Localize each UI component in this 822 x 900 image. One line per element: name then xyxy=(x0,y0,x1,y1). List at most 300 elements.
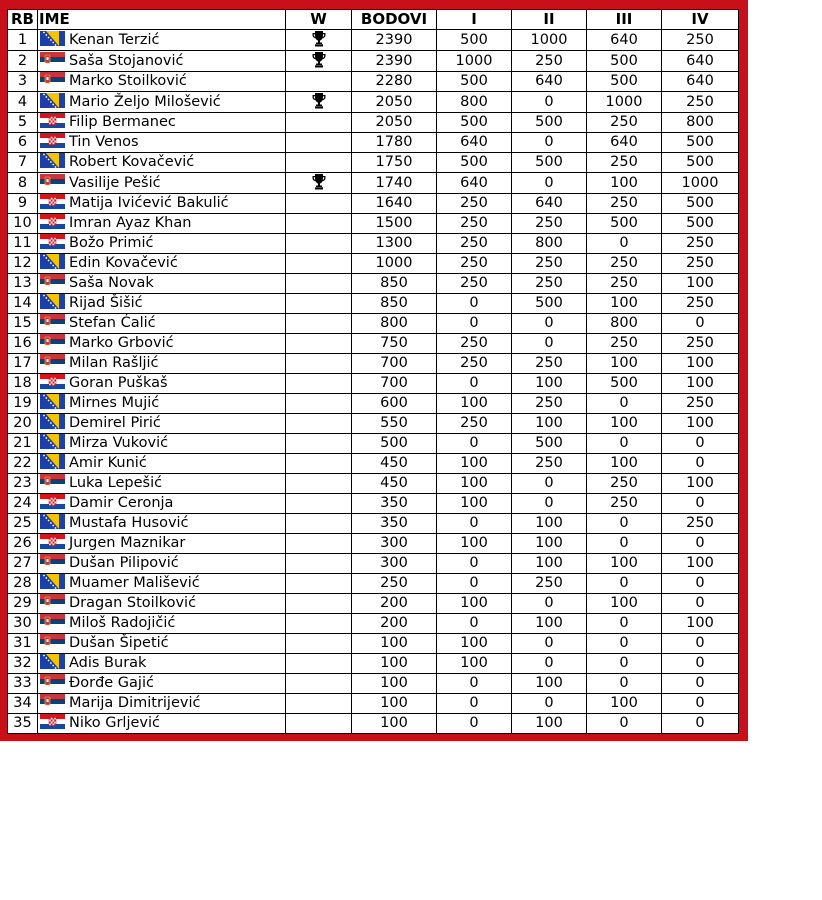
round-i-cell: 250 xyxy=(437,414,512,434)
table-row xyxy=(8,514,739,534)
round-iv-cell: 500 xyxy=(662,194,739,214)
round-i-cell: 0 xyxy=(437,294,512,314)
round-i-cell: 0 xyxy=(437,374,512,394)
round-iii-cell: 1000 xyxy=(587,92,662,113)
table-row xyxy=(8,214,739,234)
rank-cell: 28 xyxy=(8,574,38,594)
table-row xyxy=(8,614,739,634)
round-iii-cell: 100 xyxy=(587,454,662,474)
rank-cell: 1 xyxy=(8,30,38,51)
name-cell xyxy=(38,234,286,254)
rank-cell: 23 xyxy=(8,474,38,494)
table-row xyxy=(8,173,739,194)
name-cell xyxy=(38,394,286,414)
winner-cell xyxy=(286,414,352,434)
bodovi-cell: 1300 xyxy=(352,234,437,254)
rank-cell: 14 xyxy=(8,294,38,314)
winner-cell xyxy=(286,494,352,514)
ba-flag-icon xyxy=(40,394,65,409)
winner-cell xyxy=(286,374,352,394)
trophy-icon xyxy=(312,51,326,68)
round-ii-cell: 250 xyxy=(512,354,587,374)
round-ii-cell: 640 xyxy=(512,194,587,214)
round-iii-cell: 250 xyxy=(587,494,662,514)
trophy-icon xyxy=(312,30,326,47)
round-i-cell: 100 xyxy=(437,634,512,654)
player-name: Dragan Stoilković xyxy=(69,595,197,611)
player-name: Mustafa Husović xyxy=(69,515,189,531)
table-row xyxy=(8,153,739,173)
round-iv-cell: 100 xyxy=(662,614,739,634)
round-i-cell: 0 xyxy=(437,714,512,734)
hr-flag-icon xyxy=(40,714,65,729)
bodovi-cell: 350 xyxy=(352,514,437,534)
player-name: Adis Burak xyxy=(69,655,147,671)
hr-flag-icon xyxy=(40,234,65,249)
table-row xyxy=(8,133,739,153)
name-cell xyxy=(38,294,286,314)
round-ii-cell: 100 xyxy=(512,714,587,734)
round-iv-cell: 250 xyxy=(662,30,739,51)
round-ii-cell: 500 xyxy=(512,153,587,173)
round-iv-cell: 0 xyxy=(662,314,739,334)
bodovi-cell: 100 xyxy=(352,694,437,714)
winner-cell xyxy=(286,133,352,153)
rank-cell: 25 xyxy=(8,514,38,534)
bodovi-cell: 750 xyxy=(352,334,437,354)
round-ii-cell: 100 xyxy=(512,514,587,534)
hr-flag-icon xyxy=(40,374,65,389)
round-iv-cell: 500 xyxy=(662,214,739,234)
name-cell xyxy=(38,634,286,654)
round-ii-cell: 100 xyxy=(512,674,587,694)
winner-cell xyxy=(286,113,352,133)
bodovi-cell: 200 xyxy=(352,614,437,634)
round-iv-cell: 0 xyxy=(662,454,739,474)
player-name: Dušan Pilipović xyxy=(69,555,179,571)
round-ii-cell: 250 xyxy=(512,254,587,274)
winner-cell xyxy=(286,474,352,494)
rs-flag-icon xyxy=(40,354,65,369)
winner-cell xyxy=(286,554,352,574)
round-ii-cell: 500 xyxy=(512,113,587,133)
round-ii-cell: 100 xyxy=(512,554,587,574)
player-name: Rijad Šišić xyxy=(69,295,143,311)
ba-flag-icon xyxy=(40,434,65,449)
round-ii-cell: 0 xyxy=(512,92,587,113)
bodovi-cell: 1000 xyxy=(352,254,437,274)
winner-cell xyxy=(286,194,352,214)
table-row xyxy=(8,494,739,514)
player-name: Edin Kovačević xyxy=(69,255,178,271)
bodovi-cell: 2050 xyxy=(352,113,437,133)
round-iv-cell: 500 xyxy=(662,133,739,153)
bodovi-cell: 350 xyxy=(352,494,437,514)
table-row xyxy=(8,113,739,133)
round-iii-cell: 640 xyxy=(587,133,662,153)
round-iv-cell: 0 xyxy=(662,674,739,694)
bodovi-cell: 850 xyxy=(352,294,437,314)
rank-cell: 27 xyxy=(8,554,38,574)
rank-cell: 5 xyxy=(8,113,38,133)
winner-cell xyxy=(286,92,352,113)
round-iv-cell: 500 xyxy=(662,153,739,173)
name-cell xyxy=(38,434,286,454)
round-i-cell: 500 xyxy=(437,30,512,51)
rank-cell: 10 xyxy=(8,214,38,234)
round-iii-cell: 250 xyxy=(587,194,662,214)
rank-cell: 20 xyxy=(8,414,38,434)
rank-cell: 32 xyxy=(8,654,38,674)
name-cell xyxy=(38,314,286,334)
player-name: Amir Kunić xyxy=(69,455,147,471)
bodovi-cell: 450 xyxy=(352,474,437,494)
ba-flag-icon xyxy=(40,654,65,669)
name-cell xyxy=(38,594,286,614)
name-cell xyxy=(38,714,286,734)
round-ii-cell: 1000 xyxy=(512,30,587,51)
rank-cell: 34 xyxy=(8,694,38,714)
player-name: Marija Dimitrijević xyxy=(69,695,201,711)
round-iii-cell: 500 xyxy=(587,374,662,394)
bodovi-cell: 700 xyxy=(352,354,437,374)
winner-cell xyxy=(286,274,352,294)
hr-flag-icon xyxy=(40,113,65,128)
name-cell xyxy=(38,674,286,694)
round-iv-cell: 640 xyxy=(662,72,739,92)
round-ii-cell: 0 xyxy=(512,654,587,674)
player-name: Damir Ceronja xyxy=(69,495,174,511)
name-cell xyxy=(38,274,286,294)
round-iii-cell: 250 xyxy=(587,474,662,494)
round-iii-cell: 500 xyxy=(587,51,662,72)
ba-flag-icon xyxy=(40,514,65,529)
name-cell xyxy=(38,113,286,133)
trophy-icon xyxy=(312,173,326,190)
rank-cell: 3 xyxy=(8,72,38,92)
player-name: Božo Primić xyxy=(69,235,154,251)
player-name: Niko Grljević xyxy=(69,715,160,731)
round-iii-cell: 250 xyxy=(587,153,662,173)
player-name: Luka Lepešić xyxy=(69,475,163,491)
hr-flag-icon xyxy=(40,214,65,229)
header-ii: II xyxy=(512,10,587,30)
name-cell xyxy=(38,334,286,354)
table-row xyxy=(8,574,739,594)
hr-flag-icon xyxy=(40,133,65,148)
table-row xyxy=(8,554,739,574)
round-iii-cell: 640 xyxy=(587,30,662,51)
name-cell xyxy=(38,92,286,113)
table-row xyxy=(8,92,739,113)
name-cell xyxy=(38,414,286,434)
round-i-cell: 0 xyxy=(437,514,512,534)
bodovi-cell: 600 xyxy=(352,394,437,414)
name-cell xyxy=(38,72,286,92)
rank-cell: 7 xyxy=(8,153,38,173)
name-cell xyxy=(38,554,286,574)
round-ii-cell: 100 xyxy=(512,534,587,554)
round-ii-cell: 100 xyxy=(512,374,587,394)
rank-cell: 29 xyxy=(8,594,38,614)
winner-cell xyxy=(286,294,352,314)
winner-cell xyxy=(286,694,352,714)
table-row xyxy=(8,594,739,614)
rank-cell: 24 xyxy=(8,494,38,514)
round-iv-cell: 0 xyxy=(662,634,739,654)
round-iv-cell: 250 xyxy=(662,514,739,534)
name-cell xyxy=(38,694,286,714)
ba-flag-icon xyxy=(40,414,65,429)
round-iii-cell: 0 xyxy=(587,434,662,454)
round-iii-cell: 0 xyxy=(587,234,662,254)
winner-cell xyxy=(286,434,352,454)
player-name: Dušan Šipetić xyxy=(69,635,169,651)
winner-cell xyxy=(286,214,352,234)
player-name: Đorđe Gajić xyxy=(69,675,154,691)
player-name: Tin Venos xyxy=(69,134,139,150)
rank-cell: 30 xyxy=(8,614,38,634)
bodovi-cell: 1640 xyxy=(352,194,437,214)
winner-cell xyxy=(286,72,352,92)
round-i-cell: 100 xyxy=(437,454,512,474)
bodovi-cell: 1750 xyxy=(352,153,437,173)
round-ii-cell: 100 xyxy=(512,414,587,434)
rank-cell: 11 xyxy=(8,234,38,254)
table-row xyxy=(8,234,739,254)
round-iii-cell: 250 xyxy=(587,334,662,354)
header-w: W xyxy=(286,10,352,30)
rank-cell: 12 xyxy=(8,254,38,274)
header-row xyxy=(8,10,739,30)
rank-cell: 15 xyxy=(8,314,38,334)
round-i-cell: 100 xyxy=(437,494,512,514)
name-cell xyxy=(38,654,286,674)
round-i-cell: 0 xyxy=(437,614,512,634)
winner-cell xyxy=(286,714,352,734)
winner-cell xyxy=(286,314,352,334)
ranking-table xyxy=(7,9,739,734)
name-cell xyxy=(38,194,286,214)
round-iv-cell: 250 xyxy=(662,294,739,314)
winner-cell xyxy=(286,173,352,194)
round-iv-cell: 100 xyxy=(662,474,739,494)
table-row xyxy=(8,714,739,734)
name-cell xyxy=(38,534,286,554)
player-name: Kenan Terzić xyxy=(69,31,160,48)
rank-cell: 26 xyxy=(8,534,38,554)
bodovi-cell: 700 xyxy=(352,374,437,394)
table-row xyxy=(8,674,739,694)
round-iii-cell: 0 xyxy=(587,394,662,414)
round-i-cell: 500 xyxy=(437,113,512,133)
bodovi-cell: 200 xyxy=(352,594,437,614)
round-iii-cell: 0 xyxy=(587,614,662,634)
bodovi-cell: 1780 xyxy=(352,133,437,153)
round-ii-cell: 0 xyxy=(512,314,587,334)
round-i-cell: 100 xyxy=(437,534,512,554)
winner-cell xyxy=(286,534,352,554)
round-ii-cell: 250 xyxy=(512,574,587,594)
player-name: Saša Novak xyxy=(69,275,154,291)
winner-cell xyxy=(286,394,352,414)
rank-cell: 17 xyxy=(8,354,38,374)
round-iii-cell: 100 xyxy=(587,414,662,434)
round-iii-cell: 0 xyxy=(587,634,662,654)
round-ii-cell: 250 xyxy=(512,274,587,294)
table-row xyxy=(8,254,739,274)
table-row xyxy=(8,434,739,454)
name-cell xyxy=(38,214,286,234)
name-cell xyxy=(38,254,286,274)
rs-flag-icon xyxy=(40,72,65,87)
table-row xyxy=(8,314,739,334)
round-iv-cell: 0 xyxy=(662,654,739,674)
round-i-cell: 0 xyxy=(437,314,512,334)
round-i-cell: 250 xyxy=(437,194,512,214)
name-cell xyxy=(38,173,286,194)
round-iv-cell: 0 xyxy=(662,434,739,454)
round-ii-cell: 0 xyxy=(512,494,587,514)
table-row xyxy=(8,474,739,494)
round-iii-cell: 0 xyxy=(587,574,662,594)
name-cell xyxy=(38,454,286,474)
name-cell xyxy=(38,51,286,72)
round-iv-cell: 640 xyxy=(662,51,739,72)
round-iv-cell: 800 xyxy=(662,113,739,133)
ranking-table-wrapper xyxy=(7,9,738,731)
round-ii-cell: 0 xyxy=(512,334,587,354)
rank-cell: 33 xyxy=(8,674,38,694)
name-cell xyxy=(38,614,286,634)
rank-cell: 21 xyxy=(8,434,38,454)
name-cell xyxy=(38,494,286,514)
rs-flag-icon xyxy=(40,554,65,569)
round-ii-cell: 500 xyxy=(512,434,587,454)
round-iv-cell: 250 xyxy=(662,254,739,274)
ba-flag-icon xyxy=(40,454,65,469)
bodovi-cell: 2390 xyxy=(352,30,437,51)
player-name: Mirnes Mujić xyxy=(69,395,160,411)
bodovi-cell: 1500 xyxy=(352,214,437,234)
round-iv-cell: 0 xyxy=(662,534,739,554)
table-row xyxy=(8,654,739,674)
header-ime: IME xyxy=(38,10,286,30)
name-cell xyxy=(38,514,286,534)
round-iii-cell: 800 xyxy=(587,314,662,334)
name-cell xyxy=(38,153,286,173)
winner-cell xyxy=(286,594,352,614)
round-iii-cell: 0 xyxy=(587,714,662,734)
round-ii-cell: 500 xyxy=(512,294,587,314)
round-i-cell: 0 xyxy=(437,434,512,454)
round-i-cell: 100 xyxy=(437,474,512,494)
table-row xyxy=(8,334,739,354)
round-i-cell: 0 xyxy=(437,694,512,714)
bodovi-cell: 2280 xyxy=(352,72,437,92)
round-iii-cell: 0 xyxy=(587,514,662,534)
hr-flag-icon xyxy=(40,194,65,209)
player-name: Vasilije Pešić xyxy=(69,174,161,191)
table-row xyxy=(8,374,739,394)
round-iii-cell: 500 xyxy=(587,214,662,234)
name-cell xyxy=(38,30,286,51)
table-row xyxy=(8,414,739,434)
player-name: Marko Stoilković xyxy=(69,73,187,89)
ba-flag-icon xyxy=(40,294,65,309)
rank-cell: 6 xyxy=(8,133,38,153)
rank-cell: 2 xyxy=(8,51,38,72)
bodovi-cell: 800 xyxy=(352,314,437,334)
player-name: Demirel Pirić xyxy=(69,415,161,431)
round-iii-cell: 100 xyxy=(587,354,662,374)
name-cell xyxy=(38,133,286,153)
table-row xyxy=(8,634,739,654)
round-iv-cell: 0 xyxy=(662,594,739,614)
round-iii-cell: 0 xyxy=(587,674,662,694)
winner-cell xyxy=(286,153,352,173)
header-rb: RB xyxy=(8,10,38,30)
rs-flag-icon xyxy=(40,274,65,289)
round-i-cell: 250 xyxy=(437,354,512,374)
header-bodovi: BODOVI xyxy=(352,10,437,30)
header-i: I xyxy=(437,10,512,30)
player-name: Mario Željo Milošević xyxy=(69,93,221,110)
rank-cell: 9 xyxy=(8,194,38,214)
round-ii-cell: 0 xyxy=(512,133,587,153)
table-row xyxy=(8,72,739,92)
player-name: Jurgen Maznikar xyxy=(69,535,186,551)
table-row xyxy=(8,354,739,374)
winner-cell xyxy=(286,634,352,654)
round-iv-cell: 100 xyxy=(662,274,739,294)
header-iv: IV xyxy=(662,10,739,30)
name-cell xyxy=(38,574,286,594)
round-i-cell: 100 xyxy=(437,394,512,414)
round-i-cell: 0 xyxy=(437,674,512,694)
player-name: Muamer Mališević xyxy=(69,575,200,591)
ba-flag-icon xyxy=(40,254,65,269)
round-i-cell: 250 xyxy=(437,254,512,274)
round-iii-cell: 250 xyxy=(587,274,662,294)
bodovi-cell: 100 xyxy=(352,654,437,674)
round-iv-cell: 0 xyxy=(662,694,739,714)
rs-flag-icon xyxy=(40,594,65,609)
round-ii-cell: 0 xyxy=(512,474,587,494)
player-name: Milan Rašljić xyxy=(69,355,159,371)
bodovi-cell: 2050 xyxy=(352,92,437,113)
round-i-cell: 500 xyxy=(437,153,512,173)
bodovi-cell: 300 xyxy=(352,534,437,554)
rs-flag-icon xyxy=(40,314,65,329)
round-i-cell: 100 xyxy=(437,654,512,674)
rs-flag-icon xyxy=(40,52,65,67)
name-cell xyxy=(38,474,286,494)
round-iv-cell: 250 xyxy=(662,334,739,354)
bodovi-cell: 550 xyxy=(352,414,437,434)
rank-cell: 4 xyxy=(8,92,38,113)
round-ii-cell: 0 xyxy=(512,594,587,614)
round-i-cell: 250 xyxy=(437,334,512,354)
hr-flag-icon xyxy=(40,494,65,509)
table-row xyxy=(8,274,739,294)
round-iii-cell: 100 xyxy=(587,173,662,194)
player-name: Goran Puškaš xyxy=(69,375,168,391)
bodovi-cell: 100 xyxy=(352,634,437,654)
table-row xyxy=(8,694,739,714)
table-row xyxy=(8,30,739,51)
round-iv-cell: 1000 xyxy=(662,173,739,194)
